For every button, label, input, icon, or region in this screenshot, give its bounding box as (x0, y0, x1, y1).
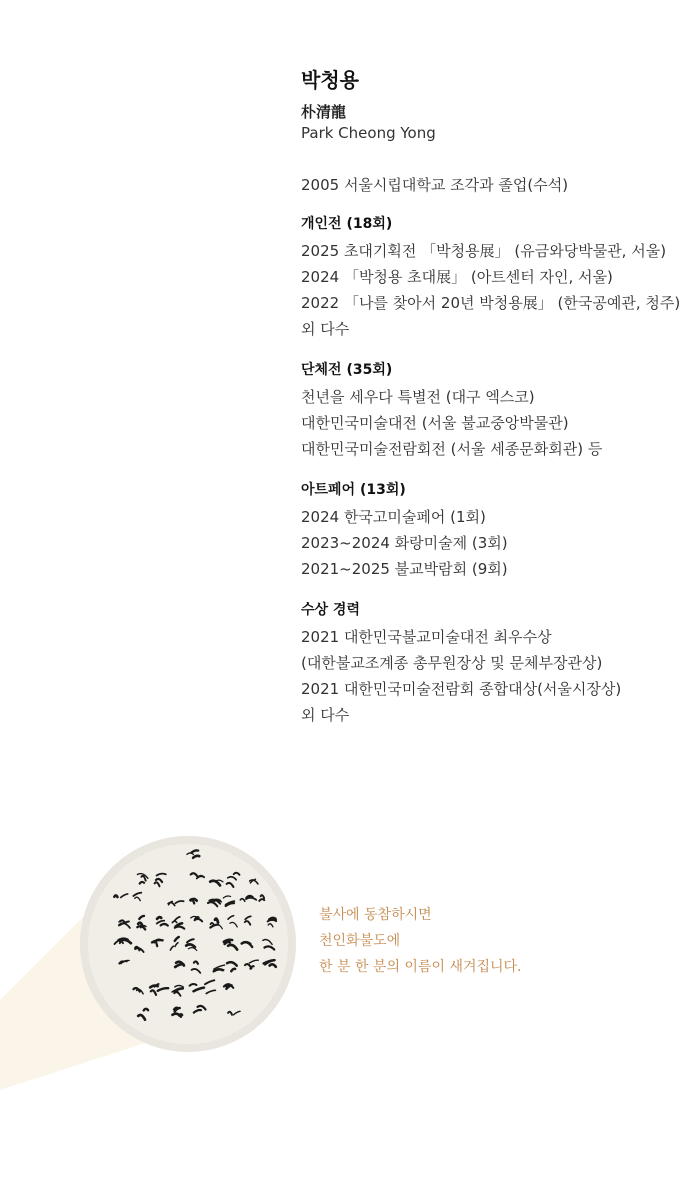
ink-stroke (228, 877, 237, 880)
ink-stroke (187, 939, 194, 942)
ink-stroke (194, 1010, 201, 1013)
ink-stroke (265, 946, 275, 949)
ink-glyph (172, 985, 183, 995)
ink-glyph (138, 1009, 148, 1020)
list-item: 2024 「박청용 초대展」 (아트센터 자인, 서울) (301, 268, 613, 286)
ink-glyph (250, 879, 258, 884)
ink-glyph (172, 917, 184, 929)
ink-stroke (215, 919, 218, 923)
education: 2005 서울시립대학교 조각과 졸업(수석) (301, 176, 569, 194)
ink-stroke (210, 925, 218, 928)
ink-stroke (155, 882, 160, 886)
ink-glyph (191, 873, 204, 878)
list-item: 2023~2024 화랑미술제 (3회) (301, 534, 508, 552)
ink-stroke (158, 988, 169, 991)
ink-stroke (259, 899, 264, 901)
ink-stroke (121, 894, 128, 898)
ink-glyph (173, 1008, 183, 1017)
ink-stroke (198, 1006, 206, 1010)
ink-stroke (139, 916, 144, 919)
ink-glyph (175, 962, 184, 967)
ink-stroke (192, 969, 201, 973)
ink-stroke (191, 850, 198, 852)
ink-glyph (191, 916, 203, 921)
ink-glyph (155, 874, 166, 887)
ink-glyph (192, 961, 201, 972)
ink-stroke (268, 924, 273, 927)
ink-stroke (261, 895, 265, 898)
list-item: 대한민국미술전람회전 (서울 세종문화회관) 등 (301, 440, 603, 458)
list-item: 2022 「나를 찾아서 20년 박청용展」 (한국공예관, 청주) (301, 294, 681, 312)
list-item: 2024 한국고미술페어 (1회) (301, 508, 486, 526)
ink-glyph (190, 984, 204, 991)
ink-glyph (267, 917, 276, 926)
ink-stroke (193, 856, 199, 858)
list-item: 외 다수 (301, 320, 350, 338)
artist-name-hanja: 朴清龍 (301, 103, 347, 121)
calligraphy-strokes (88, 844, 288, 1044)
ink-stroke (161, 924, 168, 926)
ink-glyph (137, 874, 148, 884)
ink-stroke (228, 945, 237, 950)
ink-glyph (170, 937, 178, 950)
ink-glyph (228, 1011, 240, 1015)
ink-stroke (175, 926, 185, 928)
ink-stroke (135, 897, 140, 900)
ink-glyph (224, 984, 233, 989)
list-item: 천년을 세우다 특별전 (대구 엑스코) (301, 388, 535, 406)
ink-stroke (140, 882, 145, 884)
ink-glyph (119, 960, 129, 963)
ink-stroke (249, 960, 258, 963)
ink-glyph (227, 873, 240, 887)
ink-stroke (227, 883, 234, 887)
list-item: (대한불교조계종 총무원장상 및 문체부장관상) (301, 654, 603, 672)
ink-stroke (144, 1009, 148, 1011)
ink-stroke (175, 985, 184, 987)
ink-stroke (206, 990, 215, 993)
ink-stroke (190, 984, 197, 986)
ink-glyph (187, 850, 199, 857)
ink-stroke (175, 937, 179, 941)
ink-glyph (213, 965, 225, 972)
ink-glyph (135, 947, 144, 952)
ink-glyph (194, 1006, 206, 1013)
ink-glyph (264, 960, 276, 967)
list-item: 외 다수 (301, 706, 350, 724)
ink-glyph (168, 901, 184, 905)
participation-caption (319, 902, 619, 980)
ink-glyph (119, 920, 130, 928)
ink-stroke (174, 992, 180, 996)
artist-name-english: Park Cheong Yong (301, 124, 436, 142)
ink-stroke (245, 921, 251, 925)
ink-stroke (170, 946, 173, 950)
ink-stroke (234, 1011, 241, 1015)
ink-stroke (175, 964, 183, 967)
ink-glyph (208, 900, 222, 907)
ink-stroke (194, 961, 198, 963)
ink-stroke (191, 873, 197, 876)
ink-glyph (157, 917, 168, 926)
list-item: 2021~2025 불교박람회 (9회) (301, 560, 508, 578)
ink-glyph (186, 939, 197, 950)
ink-stroke (157, 917, 161, 919)
ink-glyph (228, 916, 237, 927)
caption-line: 불사에 동참하시면 (319, 907, 432, 923)
ink-stroke (141, 876, 145, 881)
caption-line: 천인화불도에 (319, 933, 401, 949)
artist-name-korean: 박청용 (301, 68, 359, 92)
ink-glyph (150, 984, 168, 995)
ink-stroke (175, 917, 180, 921)
ink-glyph (152, 939, 163, 946)
ink-glyph (245, 960, 258, 969)
caption-line: 한 분 한 분의 이름이 새겨집니다. (319, 959, 522, 975)
ink-glyph (210, 880, 223, 885)
ink-glyph (133, 893, 141, 901)
ink-stroke (114, 895, 117, 897)
ink-stroke (227, 962, 237, 966)
ink-stroke (138, 1015, 145, 1020)
ink-glyph (263, 940, 274, 950)
ink-glyph (224, 940, 237, 950)
ink-stroke (133, 893, 141, 896)
ink-glyph (210, 919, 222, 929)
section-title: 아트페어 (13회) (301, 482, 406, 498)
list-item: 대한민국미술대전 (서울 불교중앙박물관) (301, 414, 569, 432)
ink-glyph (115, 939, 131, 944)
ink-stroke (240, 899, 245, 902)
ink-stroke (175, 943, 178, 947)
ink-stroke (172, 921, 176, 923)
ink-stroke (151, 990, 156, 994)
ink-stroke (231, 969, 235, 971)
ink-stroke (157, 874, 166, 876)
ink-stroke (225, 942, 230, 944)
ink-glyph (205, 980, 215, 993)
ink-glyph (114, 894, 127, 898)
section-title: 수상 경력 (301, 602, 360, 618)
ink-glyph (137, 916, 146, 930)
ink-glyph (240, 896, 256, 901)
list-item: 2021 대한민국불교미술대전 최우수상 (301, 628, 552, 646)
ink-stroke (263, 940, 272, 945)
ink-stroke (228, 916, 234, 920)
ink-stroke (194, 988, 205, 992)
ink-glyph (242, 942, 253, 947)
ink-glyph (190, 899, 197, 903)
ink-stroke (152, 940, 163, 942)
ink-stroke (175, 901, 183, 903)
ink-stroke (223, 896, 230, 898)
ink-glyph (245, 916, 251, 924)
ink-stroke (230, 922, 237, 927)
ink-stroke (270, 964, 276, 966)
ink-glyph (134, 988, 144, 994)
section-title: 개인전 (18회) (301, 216, 393, 232)
ink-stroke (245, 964, 251, 968)
ink-stroke (245, 916, 251, 919)
ink-stroke (186, 944, 195, 947)
calligraphy-circle-image (80, 836, 296, 1052)
ink-stroke (205, 980, 214, 984)
ink-glyph (223, 896, 234, 906)
ink-glyph (227, 962, 237, 971)
list-item: 2021 대한민국미술전람회 종합대상(서울시장상) (301, 680, 622, 698)
calligraphy-surface (88, 844, 288, 1044)
ink-glyph (259, 895, 264, 901)
ink-stroke (242, 942, 251, 944)
ink-stroke (228, 1012, 232, 1015)
ink-stroke (120, 923, 130, 928)
list-item: 2025 초대기획전 「박청용展」 (유금와당박물관, 서울) (301, 242, 667, 260)
ink-stroke (234, 873, 240, 875)
section-title: 단체전 (35회) (301, 362, 393, 378)
